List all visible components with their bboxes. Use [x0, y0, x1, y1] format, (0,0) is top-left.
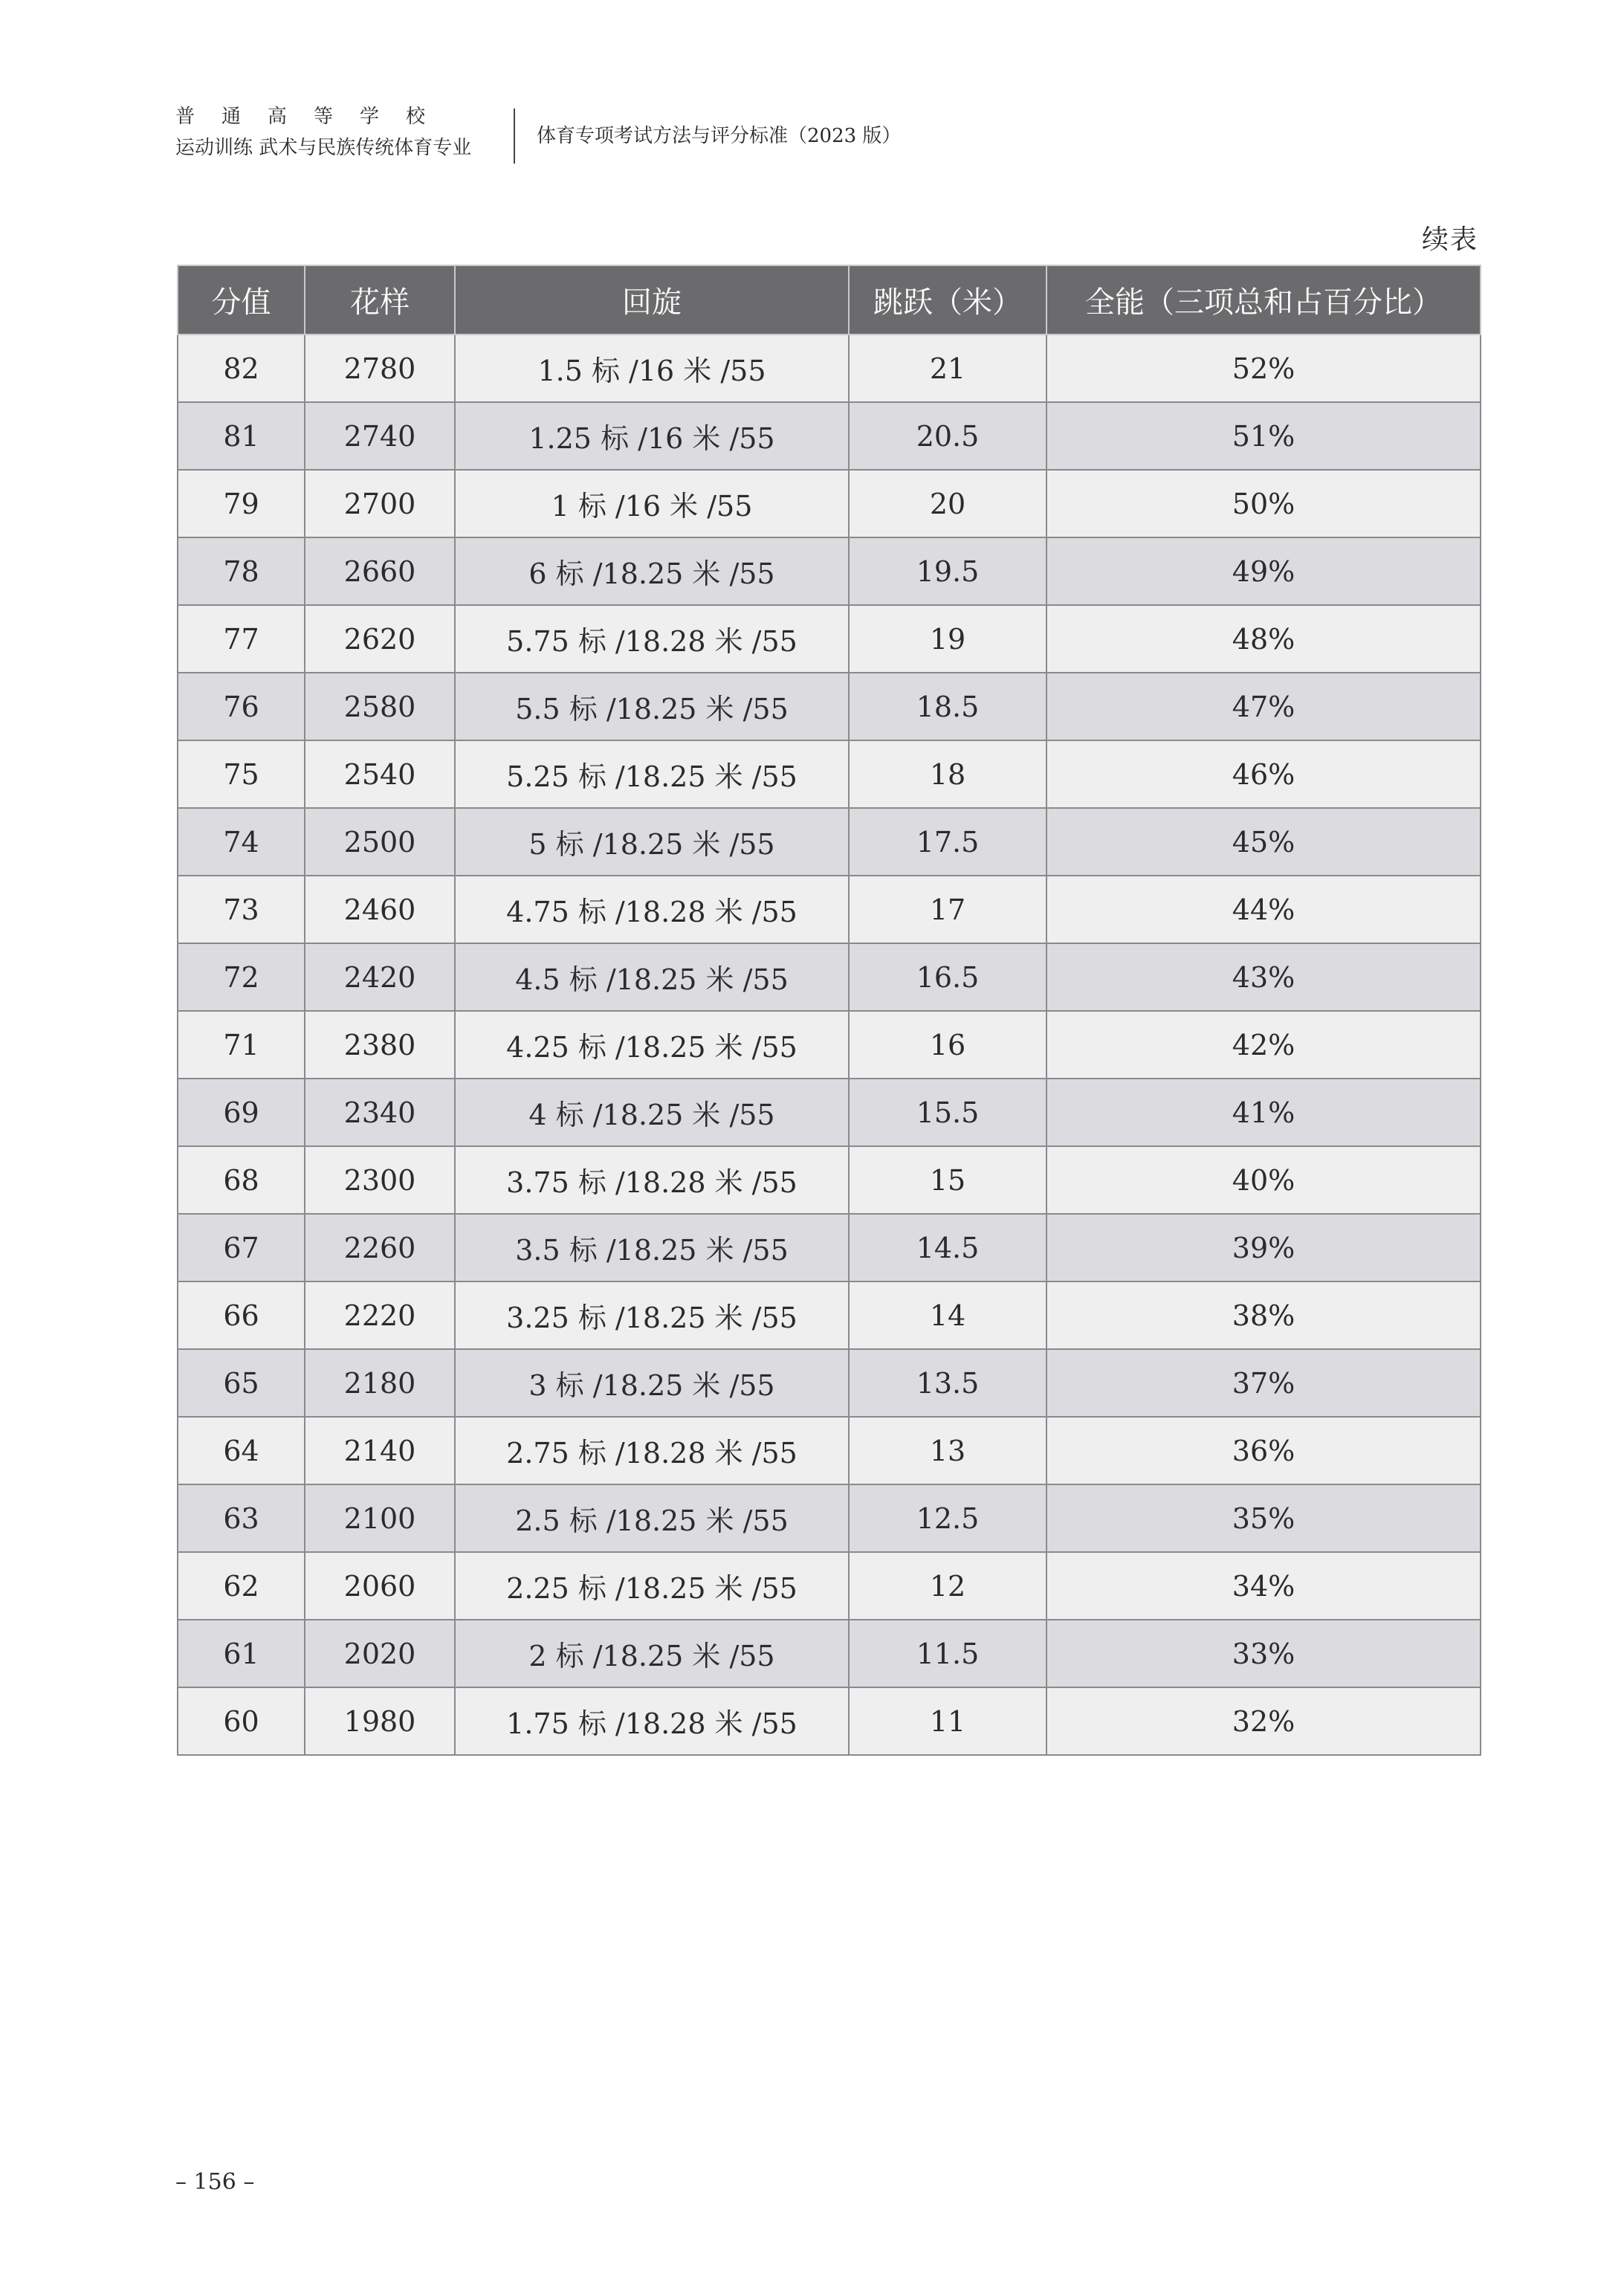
- table-row: [178, 1687, 1481, 1755]
- header-left-block: [175, 104, 488, 161]
- cell-overall: 34%: [1046, 1552, 1481, 1620]
- table-row: [178, 605, 1481, 673]
- cell-score: 74: [178, 808, 305, 876]
- cell-jump: 15.5: [849, 1079, 1046, 1146]
- cell-score: 65: [178, 1349, 305, 1417]
- cell-jump: 15: [849, 1146, 1046, 1214]
- cell-score: 64: [178, 1417, 305, 1484]
- cell-jump: 11.5: [849, 1620, 1046, 1687]
- table-header-row: [178, 265, 1481, 334]
- cell-overall: 38%: [1046, 1281, 1481, 1349]
- cell-score: 67: [178, 1214, 305, 1281]
- cell-score: 79: [178, 470, 305, 537]
- cell-score: 82: [178, 334, 305, 402]
- cell-overall: 46%: [1046, 740, 1481, 808]
- cell-score: 72: [178, 943, 305, 1011]
- table-row: [178, 740, 1481, 808]
- column-header-overall: 全能（三项总和占百分比）: [1046, 265, 1481, 334]
- cell-slalom: 3.25 标 /18.25 米 /55: [455, 1281, 849, 1349]
- cell-jump: 20.5: [849, 402, 1046, 470]
- header-school: 普通高等学校: [175, 106, 453, 128]
- cell-jump: 16: [849, 1011, 1046, 1079]
- cell-slalom: 2.75 标 /18.28 米 /55: [455, 1417, 849, 1484]
- cell-jump: 19.5: [849, 537, 1046, 605]
- cell-overall: 37%: [1046, 1349, 1481, 1417]
- cell-overall: 52%: [1046, 334, 1481, 402]
- column-header-slalom: 回旋: [455, 265, 849, 334]
- cell-score: 69: [178, 1079, 305, 1146]
- table-row: [178, 1011, 1481, 1079]
- cell-score: 66: [178, 1281, 305, 1349]
- cell-freestyle: 2420: [305, 943, 455, 1011]
- table-row: [178, 943, 1481, 1011]
- table-header: [178, 265, 1481, 334]
- cell-freestyle: 2060: [305, 1552, 455, 1620]
- table-row: [178, 1484, 1481, 1552]
- cell-freestyle: 2380: [305, 1011, 455, 1079]
- cell-score: 76: [178, 673, 305, 740]
- cell-score: 61: [178, 1620, 305, 1687]
- cell-jump: 11: [849, 1687, 1046, 1755]
- cell-jump: 12: [849, 1552, 1046, 1620]
- cell-slalom: 4.25 标 /18.25 米 /55: [455, 1011, 849, 1079]
- cell-slalom: 2 标 /18.25 米 /55: [455, 1620, 849, 1687]
- cell-overall: 49%: [1046, 537, 1481, 605]
- cell-freestyle: 2260: [305, 1214, 455, 1281]
- table-row: [178, 537, 1481, 605]
- cell-jump: 18: [849, 740, 1046, 808]
- table-body: [178, 334, 1481, 1755]
- cell-overall: 42%: [1046, 1011, 1481, 1079]
- cell-slalom: 2.5 标 /18.25 米 /55: [455, 1484, 849, 1552]
- cell-slalom: 4.5 标 /18.25 米 /55: [455, 943, 849, 1011]
- cell-score: 75: [178, 740, 305, 808]
- table-row: [178, 1349, 1481, 1417]
- table-row: [178, 1281, 1481, 1349]
- table-row: [178, 1620, 1481, 1687]
- cell-overall: 44%: [1046, 876, 1481, 943]
- cell-freestyle: 2620: [305, 605, 455, 673]
- cell-jump: 13: [849, 1417, 1046, 1484]
- table-row: [178, 1146, 1481, 1214]
- cell-freestyle: 2340: [305, 1079, 455, 1146]
- table-row: [178, 334, 1481, 402]
- cell-overall: 41%: [1046, 1079, 1481, 1146]
- cell-freestyle: 2220: [305, 1281, 455, 1349]
- cell-freestyle: 2020: [305, 1620, 455, 1687]
- table-row: [178, 808, 1481, 876]
- cell-jump: 17.5: [849, 808, 1046, 876]
- table-row: [178, 1214, 1481, 1281]
- cell-overall: 39%: [1046, 1214, 1481, 1281]
- column-header-freestyle: 花样: [305, 265, 455, 334]
- score-table: [177, 265, 1481, 1756]
- cell-jump: 21: [849, 334, 1046, 402]
- cell-freestyle: 2500: [305, 808, 455, 876]
- cell-slalom: 1.5 标 /16 米 /55: [455, 334, 849, 402]
- cell-slalom: 3.75 标 /18.28 米 /55: [455, 1146, 849, 1214]
- cell-jump: 14: [849, 1281, 1046, 1349]
- header-divider: [514, 109, 515, 164]
- cell-jump: 12.5: [849, 1484, 1046, 1552]
- cell-overall: 50%: [1046, 470, 1481, 537]
- cell-overall: 32%: [1046, 1687, 1481, 1755]
- cell-freestyle: 2460: [305, 876, 455, 943]
- cell-overall: 47%: [1046, 673, 1481, 740]
- cell-slalom: 6 标 /18.25 米 /55: [455, 537, 849, 605]
- cell-score: 81: [178, 402, 305, 470]
- cell-freestyle: 2740: [305, 402, 455, 470]
- cell-freestyle: 2780: [305, 334, 455, 402]
- cell-overall: 48%: [1046, 605, 1481, 673]
- cell-slalom: 2.25 标 /18.25 米 /55: [455, 1552, 849, 1620]
- cell-freestyle: 2580: [305, 673, 455, 740]
- cell-overall: 45%: [1046, 808, 1481, 876]
- table-row: [178, 673, 1481, 740]
- table-row: [178, 876, 1481, 943]
- cell-score: 78: [178, 537, 305, 605]
- cell-slalom: 1.25 标 /16 米 /55: [455, 402, 849, 470]
- table-row: [178, 1552, 1481, 1620]
- cell-freestyle: 2540: [305, 740, 455, 808]
- cell-score: 62: [178, 1552, 305, 1620]
- cell-freestyle: 2660: [305, 537, 455, 605]
- cell-freestyle: 2300: [305, 1146, 455, 1214]
- cell-jump: 18.5: [849, 673, 1046, 740]
- cell-freestyle: 2100: [305, 1484, 455, 1552]
- cell-jump: 17: [849, 876, 1046, 943]
- table-row: [178, 470, 1481, 537]
- cell-score: 77: [178, 605, 305, 673]
- cell-slalom: 5 标 /18.25 米 /55: [455, 808, 849, 876]
- cell-score: 73: [178, 876, 305, 943]
- table-row: [178, 1079, 1481, 1146]
- cell-slalom: 3.5 标 /18.25 米 /55: [455, 1214, 849, 1281]
- cell-score: 60: [178, 1687, 305, 1755]
- table-row: [178, 1417, 1481, 1484]
- cell-slalom: 1 标 /16 米 /55: [455, 470, 849, 537]
- cell-freestyle: 2180: [305, 1349, 455, 1417]
- cell-slalom: 4 标 /18.25 米 /55: [455, 1079, 849, 1146]
- cell-jump: 13.5: [849, 1349, 1046, 1417]
- cell-freestyle: 2140: [305, 1417, 455, 1484]
- cell-overall: 43%: [1046, 943, 1481, 1011]
- cell-score: 63: [178, 1484, 305, 1552]
- table-row: [178, 402, 1481, 470]
- cell-slalom: 5.5 标 /18.25 米 /55: [455, 673, 849, 740]
- column-header-jump: 跳跃（米）: [849, 265, 1046, 334]
- cell-score: 71: [178, 1011, 305, 1079]
- cell-overall: 51%: [1046, 402, 1481, 470]
- cell-slalom: 5.75 标 /18.28 米 /55: [455, 605, 849, 673]
- cell-slalom: 3 标 /18.25 米 /55: [455, 1349, 849, 1417]
- cell-jump: 16.5: [849, 943, 1046, 1011]
- cell-slalom: 1.75 标 /18.28 米 /55: [455, 1687, 849, 1755]
- cell-overall: 40%: [1046, 1146, 1481, 1214]
- cell-jump: 20: [849, 470, 1046, 537]
- continued-label: 续表: [1421, 224, 1478, 255]
- header-major: 运动训练 武术与民族传统体育专业: [175, 137, 472, 159]
- cell-overall: 36%: [1046, 1417, 1481, 1484]
- cell-slalom: 5.25 标 /18.25 米 /55: [455, 740, 849, 808]
- cell-freestyle: 1980: [305, 1687, 455, 1755]
- header-book-title: 体育专项考试方法与评分标准（2023 版）: [537, 125, 902, 147]
- cell-score: 68: [178, 1146, 305, 1214]
- cell-overall: 33%: [1046, 1620, 1481, 1687]
- cell-jump: 14.5: [849, 1214, 1046, 1281]
- column-header-score: 分值: [178, 265, 305, 334]
- cell-overall: 35%: [1046, 1484, 1481, 1552]
- cell-slalom: 4.75 标 /18.28 米 /55: [455, 876, 849, 943]
- cell-freestyle: 2700: [305, 470, 455, 537]
- page-number: – 156 –: [175, 2169, 255, 2195]
- cell-jump: 19: [849, 605, 1046, 673]
